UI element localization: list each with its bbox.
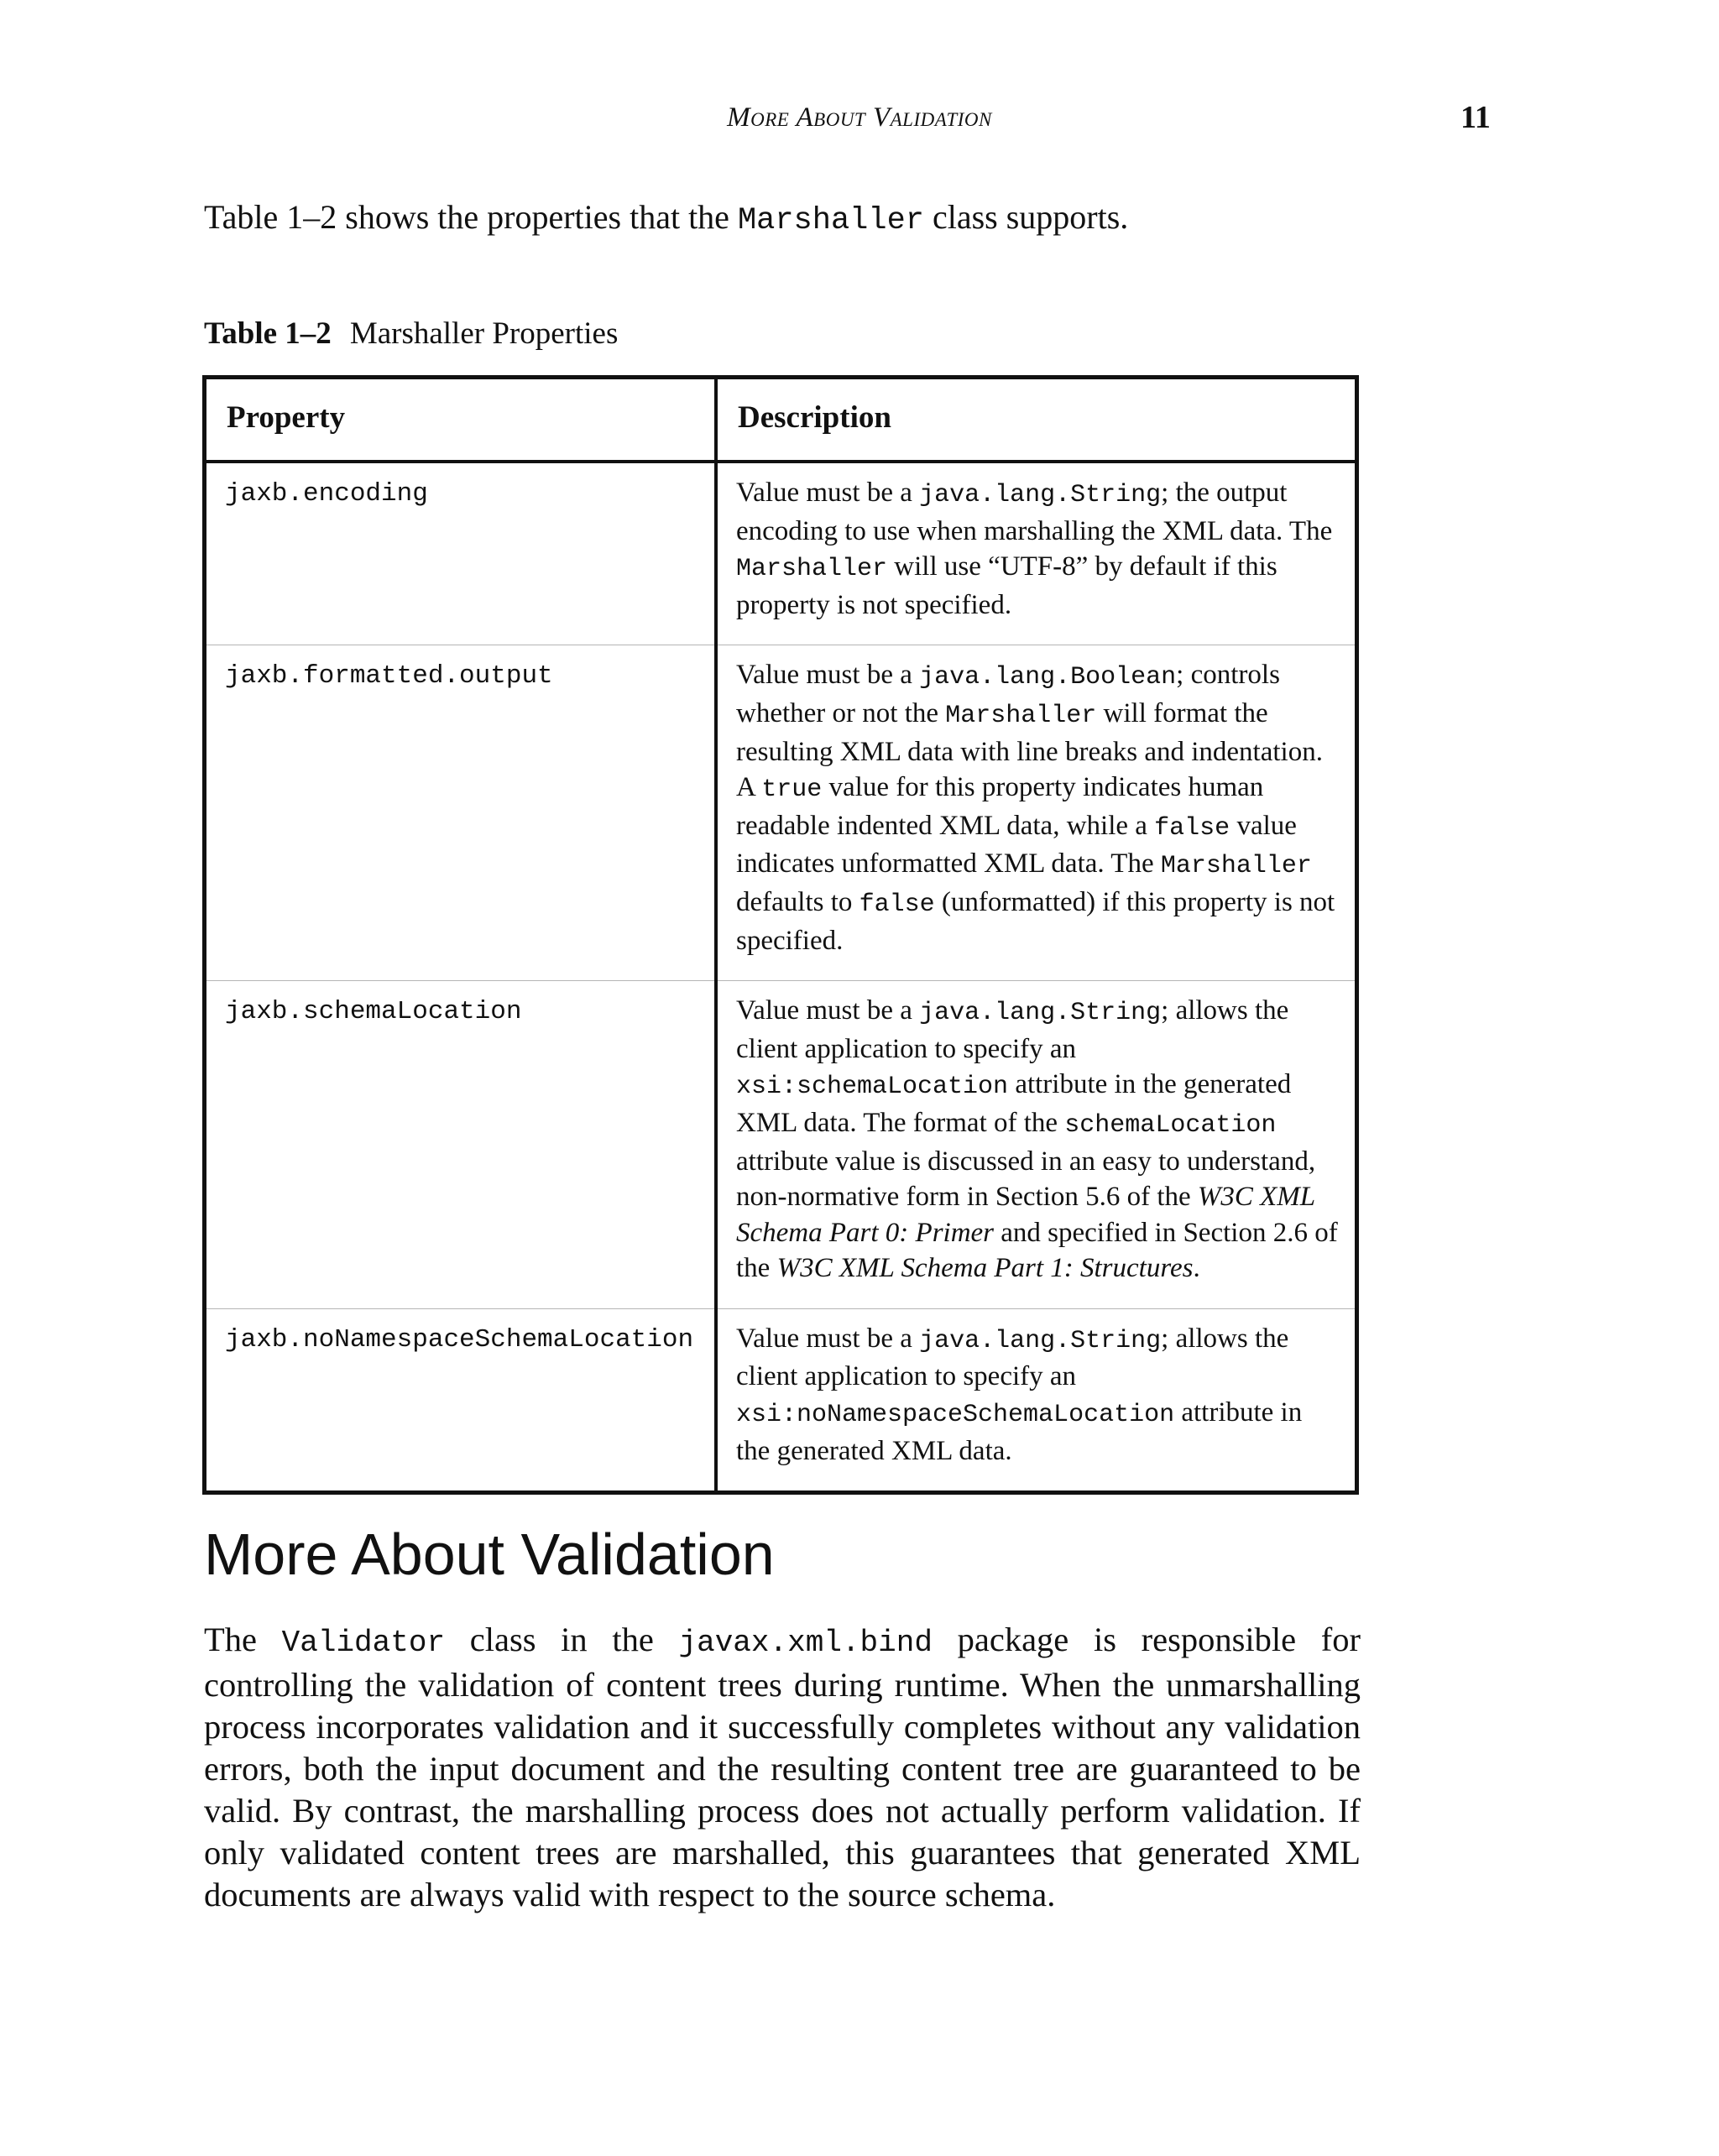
inline-code: javax.xml.bind (678, 1626, 933, 1660)
column-header-description: Description (716, 379, 1355, 462)
property-description: Value must be a java.lang.String; the output encoding to use when marshalling the XML data. The Marshaller will use “UTF-8” by default if this property is not specified. (716, 462, 1355, 645)
intro-paragraph (204, 195, 1362, 243)
property-description: Value must be a java.lang.Boolean; controls whether or not the Marshaller will format the resulting XML data with line breaks and indentation. A true value for this property indicates human readable indented XML data, while a false value indicates unformatted XML data. The Marshaller defaults to false (unformatted) if this property is not specified. (716, 645, 1355, 981)
inline-code: java.lang.String (919, 999, 1162, 1028)
table-caption-label: Table 1–2 (204, 316, 332, 351)
intro-text-after: class supports. (923, 198, 1129, 236)
column-header-property: Property (206, 379, 716, 462)
inline-code: Validator (281, 1626, 446, 1660)
property-description: Value must be a java.lang.String; allows the client application to specify an xsi:noNamespaceSchemaLocation attribute in the generated XML data. (716, 1308, 1355, 1490)
property-name: jaxb.formatted.output (206, 645, 716, 981)
table-header-row (206, 379, 1355, 462)
inline-code: false (859, 890, 935, 919)
intro-text-before: Table 1–2 shows the properties that the (204, 198, 738, 236)
property-description: Value must be a java.lang.String; allows the client application to specify an xsi:schemaLocation attribute in the generated XML data. The format of the schemaLocation attribute value is discussed in an easy to understand, non-normative form in Section 5.6 of the W3C XML Schema Part 0: Primer and specified in Section 2.6 of the W3C XML Schema Part 1: Structures. (716, 981, 1355, 1309)
table-row (206, 981, 1355, 1309)
running-header (0, 99, 1719, 141)
inline-code: false (1154, 813, 1230, 843)
table-row (206, 645, 1355, 981)
table-row (206, 1308, 1355, 1490)
inline-code: xsi:schemaLocation (736, 1073, 1009, 1102)
inline-citation: W3C XML Schema Part 1: Structures (776, 1253, 1194, 1284)
properties-table (202, 375, 1359, 1495)
inline-code: true (761, 775, 823, 805)
table-caption (204, 316, 618, 352)
inline-code: Marshaller (736, 555, 888, 584)
inline-code: java.lang.Boolean (919, 663, 1177, 692)
inline-code: java.lang.String (919, 481, 1162, 509)
inline-code: Marshaller (1160, 852, 1312, 881)
property-name: jaxb.noNamespaceSchemaLocation (225, 1324, 694, 1355)
table-caption-title: Marshaller Properties (349, 316, 619, 351)
inline-citation: W3C XML Schema Part 0: Primer (736, 1182, 1315, 1248)
inline-code: schemaLocation (1064, 1110, 1277, 1140)
intro-code: Marshaller (737, 203, 924, 238)
section-paragraph: The Validator class in the javax.xml.bind package is responsible for controlling the validation of content trees during runtime. When the unmarshalling process incorporates validation and it successfully completes without any validation errors, both the input document and the resulting content tree are guaranteed to be valid. By contrast, the marshalling process does not actually perform validation. If only validated content trees are marshalled, this guarantees that generated XML documents are always valid with respect to the source schema. (204, 1621, 1361, 1913)
inline-code: Marshaller (945, 701, 1097, 730)
running-header-title: More About Validation (727, 102, 992, 133)
page-number: 11 (1460, 100, 1491, 135)
section-heading: More About Validation (204, 1522, 775, 1587)
inline-code: xsi:noNamespaceSchemaLocation (736, 1401, 1175, 1430)
property-name: jaxb.schemaLocation (206, 981, 716, 1309)
table-row (206, 462, 1355, 645)
properties-table-grid (206, 379, 1355, 1490)
inline-code: java.lang.String (919, 1326, 1162, 1355)
property-name: jaxb.encoding (206, 462, 716, 645)
